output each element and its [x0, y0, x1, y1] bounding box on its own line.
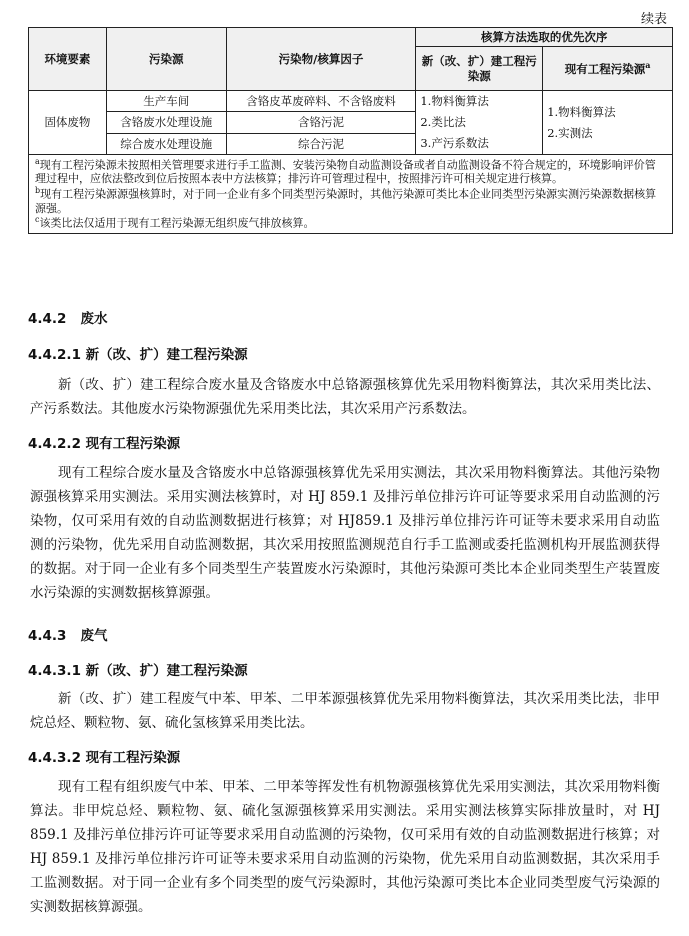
header-pollutant: 污染物/核算因子	[226, 28, 416, 91]
pollutant-cell: 含铬皮革废碎料、不含铬废料	[226, 91, 416, 112]
note-text: 该类比法仅适用于现有工程污染源无组织废气排放核算。	[39, 216, 315, 230]
existing-method-item: 2.实测法	[547, 125, 593, 140]
paragraph: 新（改、扩）建工程综合废水量及含铬废水中总铬源强核算优先采用物料衡算法，其次采用类比法、产污系数法。其他废水污染物源强优先采用类比法，其次采用产污系数法。	[30, 377, 660, 417]
factor-cell: 固体废物	[29, 91, 107, 155]
header-existing-sup: a	[645, 60, 651, 71]
source-cell: 综合废水处理设施	[106, 133, 226, 154]
note-a	[35, 157, 666, 186]
source-cell: 生产车间	[106, 91, 226, 112]
existing-method-item: 1.物料衡算法	[547, 104, 616, 119]
new-method-item: 2.类比法	[420, 115, 466, 129]
section-heading: 4.4.3.1 新（改、扩）建工程污染源	[28, 663, 248, 679]
table-notes	[29, 155, 673, 234]
new-method-item: 1.物料衡算法	[420, 94, 489, 108]
section-heading: 4.4.3 废气	[28, 628, 108, 644]
new-method-item: 3.产污系数法	[420, 136, 489, 150]
method-table	[28, 27, 673, 234]
continued-label: 续表	[640, 12, 667, 27]
note-sup: c	[35, 215, 40, 225]
existing-methods-cell	[543, 91, 673, 155]
paragraph: 现有工程有组织废气中苯、甲苯、二甲苯等挥发性有机物源强核算优先采用实测法，其次采用物料衡算法。非甲烷总烃、颗粒物、氨、硫化氢源强核算采用实测法。采用实测法核算实际排放量时，对 HJ 859.1 及排污单位排污许可证等要求采用自动监测的污染物，仅可采用有效的自动监测数据进行核算；对 HJ 859.1 及排污单位排污许可证等未要求采用自动监测的污染物，优先采用自动监测数据，其次采用手工监测数据。对于同一企业有多个同类型的废气污染源时，其他污染源可类比本企业同类型废气污染源的实测数据核算源强。	[30, 779, 660, 915]
header-source: 污染源	[106, 28, 226, 91]
header-existing-source	[543, 47, 673, 91]
source-cell: 含铬废水处理设施	[106, 112, 226, 133]
note-text: 现有工程污染源未按照相关管理要求进行手工监测、安装污染物自动监测设备或者自动监测设备不符合规定的，环境影响评价管理过程中，应依法整改到位后按照本表中方法核算；排污许可管理过程中，按照排污许可相关规定进行核算。	[35, 158, 656, 186]
pollutant-cell: 综合污泥	[226, 133, 416, 154]
pollutant-cell: 含铬污泥	[226, 112, 416, 133]
new-methods-cell	[416, 91, 543, 155]
paragraph: 现有工程综合废水量及含铬废水中总铬源强核算优先采用实测法，其次采用物料衡算法。其他污染物源强核算采用实测法。采用实测法核算时，对 HJ 859.1 及排污单位排污许可证等要求采用自动监测的污染物，仅可采用有效的自动监测数据进行核算；对 HJ859.1 及排污单位排污许可证等未要求采用自动监测的污染物，优先采用自动监测数据，其次采用按照监测规范自行手工监测或委托监测机构开展监测获得的数据。对于同一企业有多个同类型生产装置废水污染源时，其他污染源可类比本企业同类型生产装置废水污染源的实测数据核算源强。	[30, 465, 660, 601]
header-factor: 环境要素	[29, 28, 107, 91]
header-priority: 核算方法选取的优先次序	[416, 28, 673, 47]
section-heading: 4.4.2.2 现有工程污染源	[28, 436, 181, 452]
section-heading: 4.4.2.1 新（改、扩）建工程污染源	[28, 347, 248, 363]
section-heading: 4.4.3.2 现有工程污染源	[28, 750, 181, 766]
note-text: 现有工程污染源源强核算时，对于同一企业有多个同类型污染源时，其他污染源可类比本企业同类型污染源实测污染源数据核算源强。	[35, 187, 657, 215]
note-sup: b	[35, 186, 41, 196]
header-new-source: 新（改、扩）建工程污染源	[416, 47, 543, 91]
note-c	[35, 215, 666, 230]
section-heading: 4.4.2 废水	[28, 311, 108, 327]
header-existing-text: 现有工程污染源	[564, 62, 646, 77]
note-sup: a	[35, 157, 40, 166]
paragraph: 新（改、扩）建工程废气中苯、甲苯、二甲苯源强核算优先采用物料衡算法，其次采用类比法，非甲烷总烃、颗粒物、氨、硫化氢核算采用类比法。	[30, 691, 660, 731]
note-b	[35, 186, 666, 215]
